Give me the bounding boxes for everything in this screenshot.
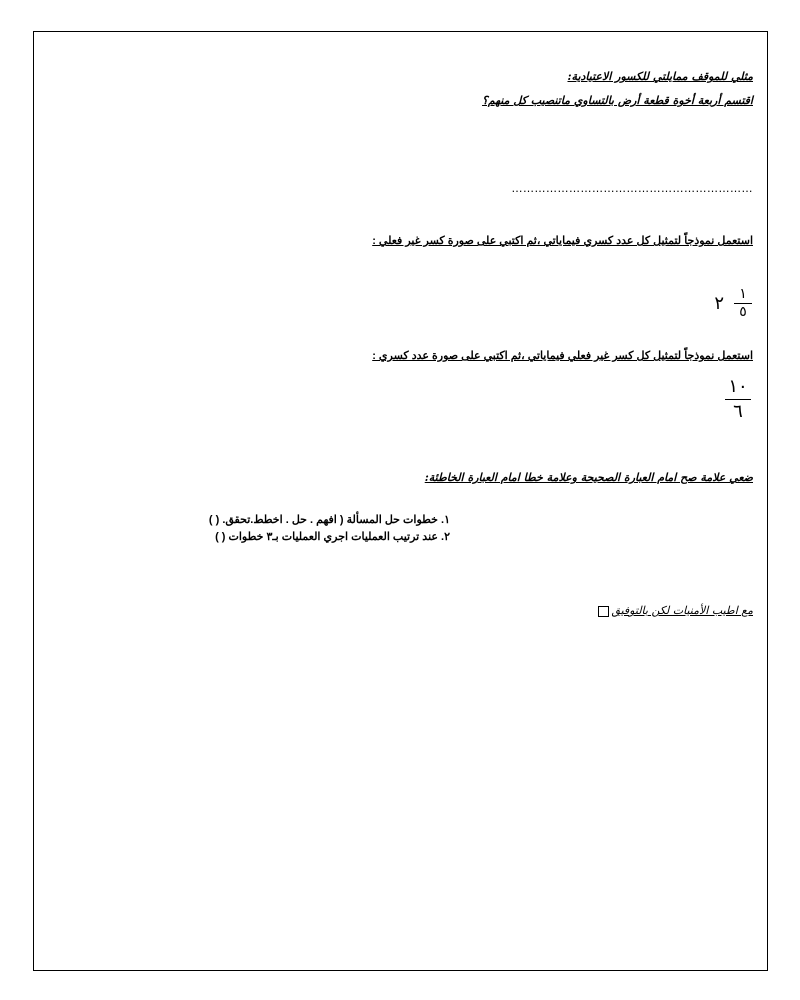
mixed-number-numerator: ١ (739, 285, 747, 302)
closing-line (598, 604, 753, 617)
section1-title: مثلي للموقف ممايلتي للكسور الاعتيادية: (567, 70, 753, 83)
improper-fraction-denominator: ٦ (733, 401, 743, 422)
fraction-bar (725, 399, 751, 400)
page-border (33, 31, 768, 971)
statement-2: ٢. عند ترتيب العمليات اجري العمليات بـ٣ خطوات ( ) (215, 531, 450, 543)
closing-text: مع اطيب الأمنيات لكن بالتوفيق (611, 604, 753, 617)
mixed-number (682, 283, 752, 323)
answer-line: ……………………………………………………… (511, 182, 753, 195)
improper-fraction (725, 377, 751, 422)
mixed-number-denominator: ٥ (739, 303, 747, 320)
mixed-number-whole: ٢ (714, 292, 724, 314)
statement-1: ١. خطوات حل المسألة ( افهم . حل . اخطط.تحقق. ( ) (208, 514, 450, 526)
section4-title: ضعي علامة صح امام العبارة الصحيحة وعلامة خطا امام العبارة الخاطئة: (424, 471, 753, 484)
section3-instruction: استعمل نموذجاً لتمثيل كل كسر غير فعلي فيماياتي ،ثم اكتبي على صورة عدد كسري : (372, 350, 753, 362)
box-icon (598, 606, 609, 617)
section1-question: اقتسم أربعة أخوة قطعة أرض بالتساوي ماتنصيب كل منهم؟ (482, 94, 753, 107)
section2-instruction: استعمل نموذجاً لتمثيل كل عدد كسري فيماياتي ،ثم اكتبي على صورة كسر غير فعلي : (372, 235, 753, 247)
mixed-number-fraction (734, 287, 752, 320)
improper-fraction-numerator: ١٠ (728, 376, 748, 397)
